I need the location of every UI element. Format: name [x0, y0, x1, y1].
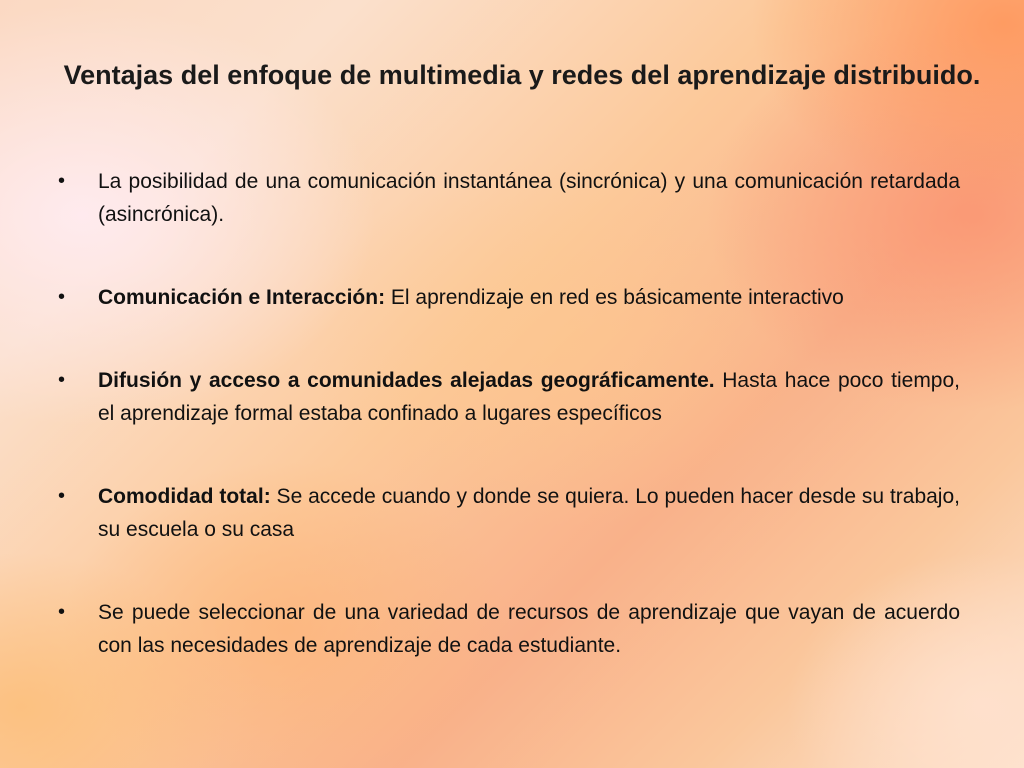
bullet-item	[54, 281, 960, 314]
bullet-bold-lead: Comodidad total:	[98, 485, 271, 508]
bullet-item	[54, 165, 960, 231]
bullet-dot-icon: •	[58, 170, 66, 192]
bullet-item	[54, 596, 960, 662]
bullet-text: El aprendizaje en red es básicamente interactivo	[385, 286, 844, 309]
bullet-dot-icon: •	[58, 286, 66, 308]
bullet-text: La posibilidad de una comunicación instantánea (sincrónica) y una comunicación retardada (asincrónica).	[98, 170, 960, 226]
bullet-dot-icon: •	[58, 485, 66, 507]
slide-title: Ventajas del enfoque de multimedia y redes del aprendizaje distribuido.	[63, 60, 981, 90]
bullet-list	[54, 165, 960, 662]
bullet-bold-lead: Comunicación e Interacción:	[98, 286, 386, 309]
bullet-item	[54, 480, 960, 546]
bullet-text: Hasta hace poco tiempo, el aprendizaje formal estaba confinado a lugares específicos	[98, 369, 961, 425]
bullet-dot-icon: •	[58, 601, 66, 623]
bullet-text: Se accede cuando y donde se quiera. Lo pueden hacer desde su trabajo, su escuela o su casa	[98, 485, 960, 541]
bullet-text: Se puede seleccionar de una variedad de recursos de aprendizaje que vayan de acuerdo con las necesidades de aprendizaje de cada estudiante.	[98, 601, 960, 657]
bullet-item	[54, 364, 960, 430]
bullet-bold-lead: Difusión y acceso a comunidades alejadas geográficamente.	[98, 369, 715, 392]
bullet-dot-icon: •	[58, 369, 66, 391]
